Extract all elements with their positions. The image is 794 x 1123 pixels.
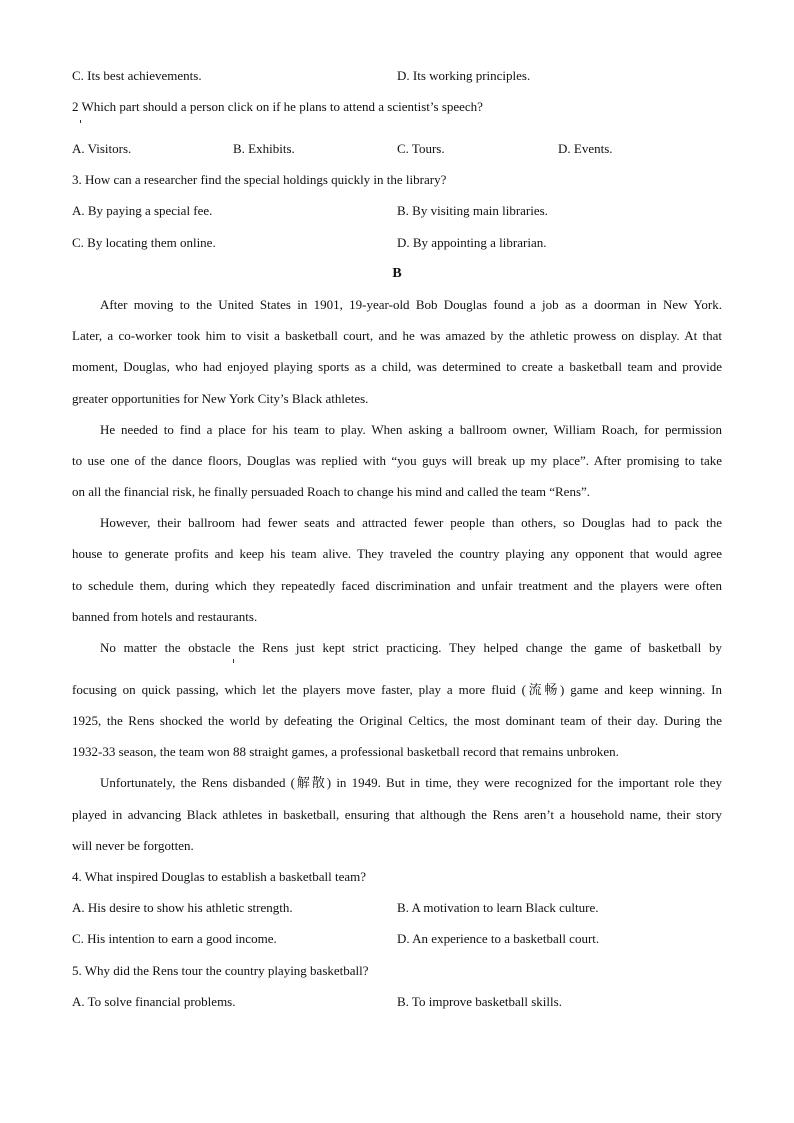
q3-option-d: D. By appointing a librarian. (397, 235, 547, 250)
stray-mark (233, 659, 234, 663)
passage-line: moment, Douglas, who had enjoyed playing sports as a child, was determined to create a basketball team and provide (72, 359, 722, 374)
passage-line: No matter the obstacle the Rens just kept strict practicing. They helped change the game of basketball by (100, 640, 722, 655)
passage-line: banned from hotels and restaurants. (72, 609, 258, 624)
passage-line: played in advancing Black athletes in basketball, ensuring that although the Rens aren’t a household name, their story (72, 807, 722, 822)
q2-option-c: C. Tours. (397, 141, 445, 156)
passage-line: However, their ballroom had fewer seats and attracted fewer people than others, so Douglas had to pack the (100, 515, 722, 530)
q1-option-d: D. Its working principles. (397, 68, 531, 83)
q3-stem: 3. How can a researcher find the special holdings quickly in the library? (72, 172, 447, 187)
passage-line: focusing on quick passing, which let the players move faster, play a more fluid (流畅) game and keep winning. In (72, 682, 722, 697)
passage-line: to use one of the dance floors, Douglas was replied with “you guys will break up my place”. After promising to take (72, 453, 722, 468)
q4-option-a: A. His desire to show his athletic strength. (72, 900, 293, 915)
passage-line: 1932-33 season, the team won 88 straight games, a professional basketball record that remains unbroken. (72, 744, 619, 759)
passage-line: Unfortunately, the Rens disbanded (解散) in 1949. But in time, they were recognized for the important role they (100, 775, 722, 790)
passage-line: He needed to find a place for his team to play. When asking a ballroom owner, William Roach, for permission (100, 422, 722, 437)
passage-line: on all the financial risk, he finally persuaded Roach to change his mind and called the team “Rens”. (72, 484, 591, 499)
passage-line: house to generate profits and keep his team alive. They traveled the country playing any opponent that would agree (72, 546, 722, 561)
q3-option-c: C. By locating them online. (72, 235, 216, 250)
q4-option-d: D. An experience to a basketball court. (397, 931, 600, 946)
q2-option-d: D. Events. (558, 141, 613, 156)
stray-mark (80, 120, 81, 123)
section-heading: B (392, 266, 402, 281)
q2-option-a: A. Visitors. (72, 141, 132, 156)
passage-line: Later, a co-worker took him to visit a basketball court, and he was amazed by the athletic prowess on display. At that (72, 328, 722, 343)
q5-stem: 5. Why did the Rens tour the country playing basketball? (72, 963, 369, 978)
passage-line: to schedule them, during which they repeatedly faced discrimination and unfair treatment and the players were often (72, 578, 722, 593)
q4-option-b: B. A motivation to learn Black culture. (397, 900, 599, 915)
q3-option-b: B. By visiting main libraries. (397, 203, 548, 218)
passage-line: will never be forgotten. (72, 838, 194, 853)
q4-stem: 4. What inspired Douglas to establish a basketball team? (72, 869, 366, 884)
q2-option-b: B. Exhibits. (233, 141, 295, 156)
q3-option-a: A. By paying a special fee. (72, 203, 213, 218)
q4-option-c: C. His intention to earn a good income. (72, 931, 277, 946)
passage-line: greater opportunities for New York City’s Black athletes. (72, 391, 369, 406)
q2-stem: 2 Which part should a person click on if he plans to attend a scientist’s speech? (72, 99, 483, 114)
q5-option-b: B. To improve basketball skills. (397, 994, 562, 1009)
passage-line: After moving to the United States in 1901, 19-year-old Bob Douglas found a job as a doorman in New York. (100, 297, 722, 312)
q5-option-a: A. To solve financial problems. (72, 994, 236, 1009)
passage-line: 1925, the Rens shocked the world by defeating the Original Celtics, the most dominant team of their day. During the (72, 713, 722, 728)
q1-option-c: C. Its best achievements. (72, 68, 202, 83)
